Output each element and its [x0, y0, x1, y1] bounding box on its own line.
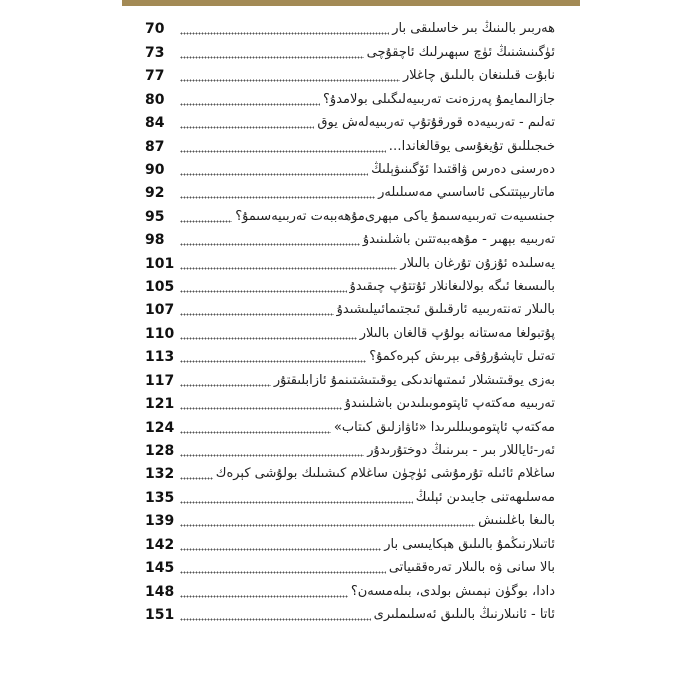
toc-page-number: 98	[145, 232, 165, 249]
toc-entry	[145, 602, 555, 625]
toc-entry-title: تەتىل تاپشۇرۇقى بېرىش كېرەكمۇ؟	[369, 349, 555, 365]
toc-entry	[145, 16, 555, 39]
toc-page-number: 113	[145, 349, 175, 366]
dot-leader	[180, 360, 366, 363]
toc-entry	[145, 110, 555, 133]
toc-entry	[145, 86, 555, 109]
toc-page-number: 107	[145, 302, 175, 319]
toc-entry	[145, 438, 555, 461]
toc-entry-title: ماتارىيېتتىكى ئاساسىي مەسىلىلەر	[378, 185, 555, 201]
toc-page-number: 90	[145, 161, 165, 178]
dot-leader	[180, 79, 400, 82]
toc-page-number: 145	[145, 560, 175, 577]
toc-entry	[145, 133, 555, 156]
toc-page-number: 70	[145, 21, 165, 38]
toc-entry	[145, 320, 555, 343]
dot-leader	[180, 501, 413, 504]
toc-entry	[145, 250, 555, 273]
toc-entry-title: پۇتبولغا مەستانە بولۇپ قالغان بالىلار	[359, 325, 555, 341]
toc-page-number: 139	[145, 513, 175, 530]
toc-entry-title: مەسلىھەتنى جايىدىن ئېلىڭ	[415, 489, 555, 505]
toc-entry-title: ئاتىلارنىڭمۇ بالىلىق ھېكايىسى بار	[384, 536, 555, 552]
toc-entry-title: ئۈگىنىشنىڭ ئۈچ سېھىرلىك ئاچقۇچى	[366, 44, 555, 60]
toc-entry	[145, 157, 555, 180]
toc-entry	[145, 203, 555, 226]
toc-page-number: 142	[145, 536, 175, 553]
toc-entry	[145, 367, 555, 390]
toc-entry-title: يەسلىدە ئۇزۇن تۇرغان بالىلار	[400, 255, 555, 271]
toc-entry	[145, 63, 555, 86]
toc-entry	[145, 227, 555, 250]
dot-leader	[180, 407, 342, 410]
toc-page-number: 92	[145, 185, 165, 202]
toc-entry	[145, 578, 555, 601]
dot-leader	[180, 103, 320, 106]
toc-page-number: 151	[145, 606, 175, 623]
table-of-contents	[145, 16, 555, 625]
toc-entry-title: بالىغا باغلىنىش	[478, 513, 555, 529]
toc-page-number: 128	[145, 443, 175, 460]
dot-leader	[180, 524, 475, 527]
toc-entry	[145, 274, 555, 297]
dot-leader	[180, 384, 271, 387]
toc-page-number: 135	[145, 489, 175, 506]
toc-entry-title: بالىسىغا ئىگە بولالىغانلار ئۇتتۇپ چىقىدۇ	[349, 279, 555, 295]
toc-entry	[145, 531, 555, 554]
dot-leader	[180, 126, 314, 129]
toc-entry-title: ساغلام ئائىلە تۇرمۇشى ئۈچۈن ساغلام كىشىلىك بولۇشى كېرەك	[215, 466, 555, 482]
toc-entry	[145, 344, 555, 367]
toc-page-number: 80	[145, 91, 165, 108]
toc-page-number: 95	[145, 208, 165, 225]
toc-page-number: 121	[145, 396, 175, 413]
toc-entry	[145, 180, 555, 203]
toc-entry-title: تەلىم - تەربىيەدە قورقۇتۇپ تەربىيەلەش يوق	[317, 115, 555, 131]
toc-entry	[145, 555, 555, 578]
toc-entry-title: نابۇت قىلىنغان بالىلىق چاغلار	[403, 68, 555, 84]
toc-entry	[145, 391, 555, 414]
dot-leader	[180, 431, 331, 434]
toc-page-number: 101	[145, 255, 175, 272]
toc-entry-title: ئاتا - ئانىلارنىڭ بالىلىق ئەسلىملىرى	[373, 606, 555, 622]
toc-entry-title: تەربىيە بېھىر - مۇھەببەتتىن باشلىنىدۇ	[362, 232, 555, 248]
toc-page-number: 117	[145, 372, 175, 389]
dot-leader	[180, 243, 360, 246]
toc-entry-title: مەكتەپ ئاپتوموبىللىرىدا «ئاۋازلىق كىتاب»	[333, 419, 555, 435]
toc-entry	[145, 297, 555, 320]
dot-leader	[180, 173, 368, 176]
dot-leader	[180, 618, 371, 621]
dot-leader	[180, 32, 389, 35]
dot-leader	[180, 477, 213, 480]
toc-page-number: 110	[145, 325, 175, 342]
toc-entry-title: ئەر-ئاياللار بىر - بىرىنىڭ دوختۇرىدۇر	[367, 443, 555, 459]
dot-leader	[180, 267, 397, 270]
toc-entry-title: خىجىللىق تۇيغۇسى يوقالغاندا…	[388, 138, 555, 154]
toc-page-number: 132	[145, 466, 175, 483]
toc-entry	[145, 39, 555, 62]
toc-entry-title: دەرسنى دەرس ۋاقتىدا ئۆگىنىۋېلىڭ	[371, 161, 555, 177]
toc-entry	[145, 484, 555, 507]
toc-entry-title: جىنسىيەت تەربىيەسىمۇ ياكى مېھرى‌مۇھەببەت تەربىيەسىمۇ؟	[235, 208, 555, 224]
toc-entry-title: ھەربىر بالىنىڭ بىر خاسلىقى بار	[392, 21, 555, 37]
dot-leader	[180, 290, 347, 293]
dot-leader	[180, 220, 232, 223]
toc-entry-title: بالىلار تەنتەربىيە ئارقىلىق ئىجتىمائىيلىشىدۇ	[336, 302, 555, 318]
dot-leader	[180, 571, 386, 574]
toc-page-number: 77	[145, 68, 165, 85]
dot-leader	[180, 454, 364, 457]
dot-leader	[180, 56, 364, 59]
toc-entry-title: دادا، بوگۈن نېمىش بولدى، بىلەمسەن؟	[350, 583, 555, 599]
toc-entry	[145, 508, 555, 531]
toc-page-number: 87	[145, 138, 165, 155]
dot-leader	[180, 548, 381, 551]
dot-leader	[180, 337, 357, 340]
toc-page-number: 105	[145, 279, 175, 296]
toc-entry-title: بالا سانى ۋە بالىلار تەرەققىياتى	[388, 560, 555, 576]
dot-leader	[180, 196, 375, 199]
toc-entry-title: جازالىمايمۇ پەرزەنت تەربىيەلىگىلى بولامدۇ؟	[323, 91, 555, 107]
dot-leader	[180, 150, 386, 153]
dot-leader	[180, 313, 334, 316]
toc-page-number: 73	[145, 44, 165, 61]
dot-leader	[180, 595, 348, 598]
toc-entry	[145, 461, 555, 484]
toc-page-number: 124	[145, 419, 175, 436]
toc-entry	[145, 414, 555, 437]
toc-entry-title: تەربىيە مەكتەپ ئاپتوموبىلىدىن باشلىنىدۇ	[344, 396, 555, 412]
toc-entry-title: بەزى يوقىتىشلار ئىمتىھاندىكى يوقىتىشتىنمۇ ئازابلىقتۇر	[273, 372, 555, 388]
toc-page-number: 84	[145, 115, 165, 132]
toc-page-number: 148	[145, 583, 175, 600]
top-border-rule	[122, 0, 580, 6]
